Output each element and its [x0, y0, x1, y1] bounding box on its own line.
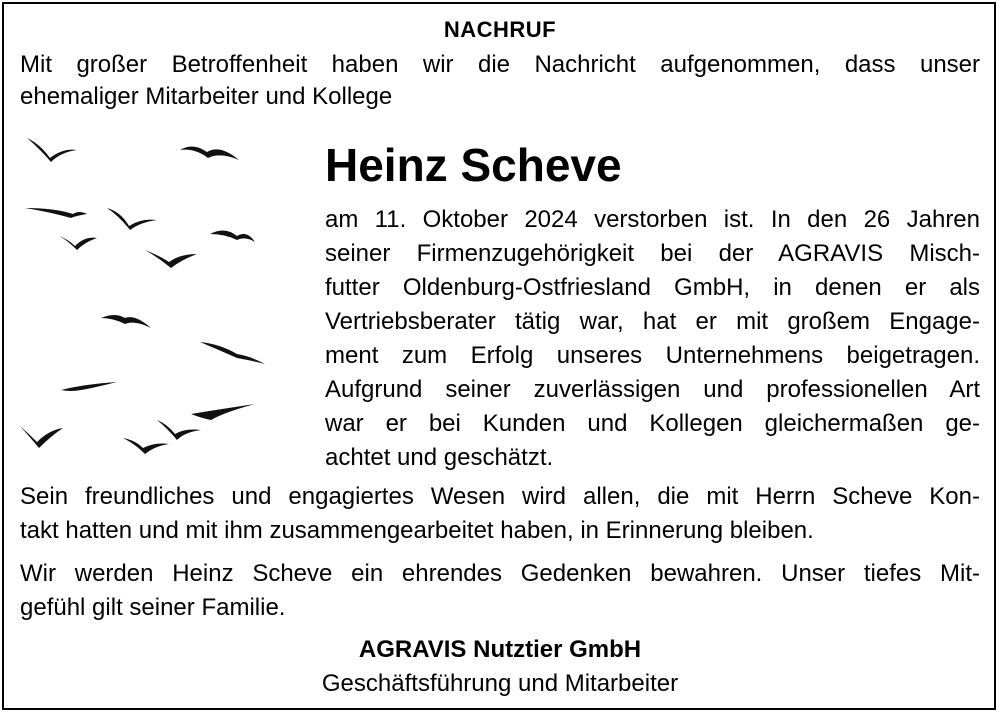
body-line: futter Oldenburg-Ostfriesland GmbH, in denen er als — [325, 274, 980, 301]
body-line: am 11. Oktober 2024 verstorben ist. In den 26 Jahren — [325, 206, 980, 233]
bird-icon — [180, 146, 239, 160]
bird-icon — [145, 250, 197, 268]
paragraph-2-line-1: Sein freundliches und engagiertes Wesen wird allen, die mit Herrn Scheve Kon- — [20, 483, 980, 510]
bird-icon — [61, 382, 117, 391]
flying-birds-icon — [15, 130, 285, 460]
body-line: seiner Firmenzugehörigkeit bei der AGRAVIS Misch- — [325, 240, 980, 267]
intro-line-1: Mit großer Betroffenheit haben wir die Nachricht aufgenommen, dass unser — [20, 51, 980, 78]
bird-icon — [25, 208, 87, 218]
body-line: Vertriebsberater tätig war, hat er mit großem Engage- — [325, 308, 980, 335]
notice-heading: NACHRUF — [443, 17, 557, 42]
bird-icon — [59, 236, 97, 250]
body-line: war er bei Kunden und Kollegen gleichermaßen ge- — [325, 410, 980, 437]
bird-icon — [123, 438, 169, 454]
bird-icon — [200, 342, 265, 364]
signers-line: Geschäftsführung und Mitarbeiter — [321, 670, 679, 697]
bird-icon — [210, 230, 255, 242]
body-line: ment zum Erfolg unseres Unternehmens beigetragen. — [325, 342, 980, 369]
bird-icon — [20, 426, 63, 448]
bird-icon — [27, 138, 77, 162]
paragraph-3-line-1: Wir werden Heinz Scheve ein ehrendes Gedenken bewahren. Unser tiefes Mit- — [20, 560, 980, 587]
bird-icon — [107, 208, 157, 230]
bird-icon — [101, 315, 151, 328]
body-line: achtet und geschätzt. — [325, 444, 554, 471]
bird-icon — [191, 404, 255, 420]
paragraph-3-line-2: gefühl gilt seiner Familie. — [20, 594, 286, 621]
deceased-name: Heinz Scheve — [325, 139, 622, 191]
bird-icon — [157, 420, 201, 440]
company-name: AGRAVIS Nutztier GmbH — [358, 636, 642, 663]
intro-line-2: ehemaliger Mitarbeiter und Kollege — [20, 83, 393, 110]
body-line: Aufgrund seiner zuverlässigen und professionellen Art — [325, 376, 980, 403]
paragraph-2-line-2: takt hatten und mit ihm zusammengearbeitet haben, in Erinnerung bleiben. — [20, 517, 814, 544]
